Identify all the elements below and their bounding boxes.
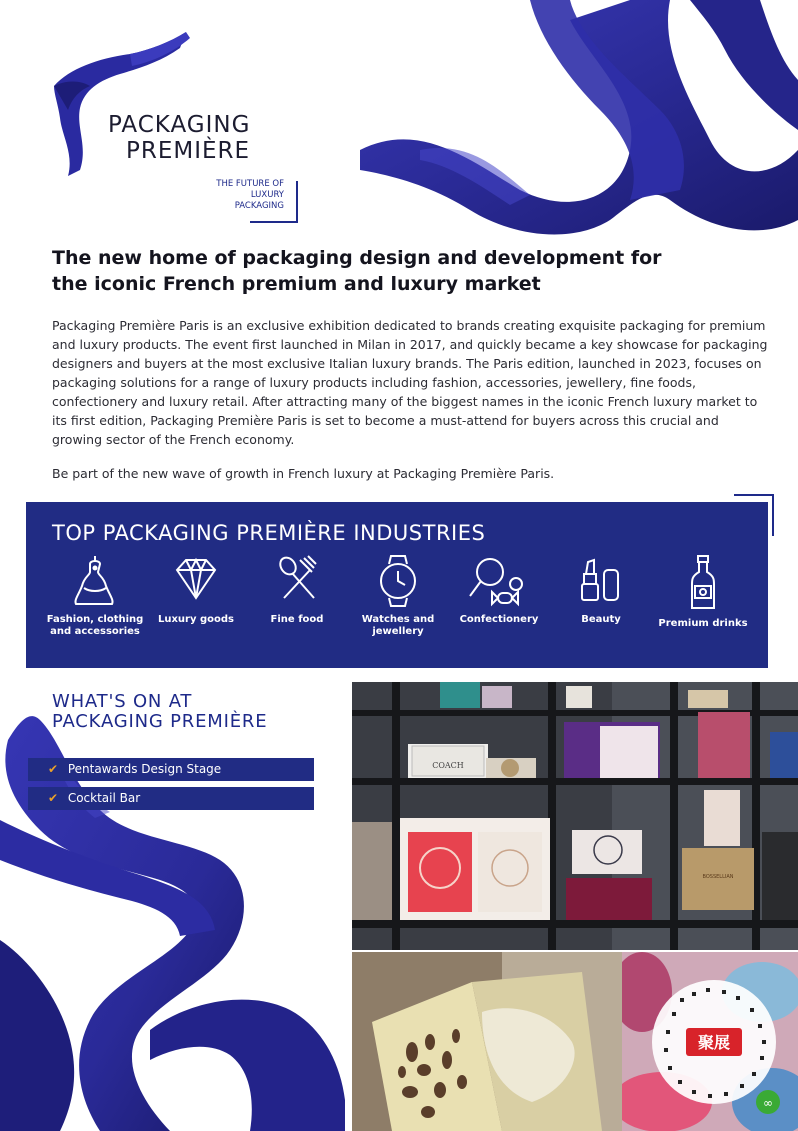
industry-item-beauty [550, 554, 652, 626]
checkmark-icon: ✔ [47, 791, 59, 805]
whats-on-title-line-1: WHAT'S ON AT [52, 691, 193, 712]
checkmark-icon: ✔ [47, 762, 59, 776]
photo-laser-cut-box [352, 952, 622, 1131]
logo-tagline [196, 179, 284, 212]
panel-corner-accent [734, 494, 774, 496]
whats-on-item-cocktail-bar [28, 787, 314, 810]
badge-text: 聚展 [697, 1033, 731, 1052]
svg-text:∞: ∞ [763, 1096, 773, 1110]
industry-label: Luxury goods [157, 614, 234, 625]
industry-item-premium-drinks [652, 554, 754, 630]
tagline-line-2: LUXURY [250, 190, 284, 200]
panel-corner-accent-vertical [772, 494, 774, 536]
tagline-divider [296, 181, 298, 223]
shelves-illustration [352, 682, 798, 950]
logo-word-packaging: PACKAGING [108, 112, 251, 138]
industry-label: Confectionery [459, 614, 539, 625]
box-brand-label: BOSSELLIAN [702, 874, 734, 880]
industry-item-fashion [44, 554, 146, 638]
whats-on-title-line-2: PACKAGING PREMIÈRE [52, 711, 268, 732]
industry-label: Fashion, clothing and accessories [46, 614, 144, 637]
tagline-divider-foot [250, 221, 298, 223]
call-to-action-paragraph: Be part of the new wave of growth in French luxury at Packaging Première Paris. [52, 466, 555, 481]
gift-box-illustration [352, 952, 622, 1131]
whats-on-item-pentawards [28, 758, 314, 781]
diamond-icon [173, 554, 219, 608]
industry-label: Beauty [581, 614, 621, 625]
coach-box-label: COACH [432, 761, 464, 770]
headline-line-2: the iconic French premium and luxury market [52, 273, 541, 295]
lollipop-candy-icon [466, 554, 532, 608]
industries-title: TOP PACKAGING PREMIÈRE INDUSTRIES [52, 521, 486, 545]
dress-icon [72, 554, 118, 608]
industry-label: Premium drinks [658, 618, 748, 629]
tagline-line-1: THE FUTURE OF [216, 179, 284, 189]
whats-on-item-label: Cocktail Bar [67, 791, 141, 805]
lipstick-icon [578, 554, 624, 608]
photo-packaging-shelves [352, 682, 798, 950]
ribbon-image-top [330, 0, 798, 240]
page-headline [52, 245, 752, 297]
watch-icon [375, 554, 421, 608]
industry-item-watches [347, 554, 449, 638]
brand-logo [108, 112, 250, 164]
whats-on-title [52, 692, 267, 732]
headline-line-1: The new home of packaging design and development for [52, 247, 662, 269]
industry-item-fine-food [246, 554, 348, 626]
photo-ribbons-badge [622, 952, 798, 1131]
logo-word-premiere: PREMIÈRE [126, 138, 251, 164]
intro-paragraph: Packaging Première Paris is an exclusive exhibition dedicated to brands creating exquisite packaging for premium and luxury products. The event first launched in Milan in 2017, and quickly became a key showcase for packaging designers and buyers at the most exclusive Italian luxury brands. The Paris edition, launched in 2023, focuses on packaging solutions for a range of luxury products including fashion, accessories, jewellery, fine foods, confectionery and luxury retail. After attracting many of the biggest names in the iconic French luxury market to its first edition, Packaging Première Paris is set to become a must-attend for buyers across this crucial and growing sector of the French economy. [52, 318, 768, 447]
bottle-icon [680, 554, 726, 612]
tagline-line-3: PACKAGING [234, 201, 284, 211]
industry-label: Fine food [270, 614, 324, 625]
industry-label: Watches and jewellery [361, 614, 435, 637]
industry-item-luxury-goods [145, 554, 247, 626]
spoon-fork-icon [274, 554, 320, 608]
industry-item-confectionery [448, 554, 550, 626]
ribbons-illustration [622, 952, 798, 1131]
whats-on-item-label: Pentawards Design Stage [67, 762, 222, 776]
